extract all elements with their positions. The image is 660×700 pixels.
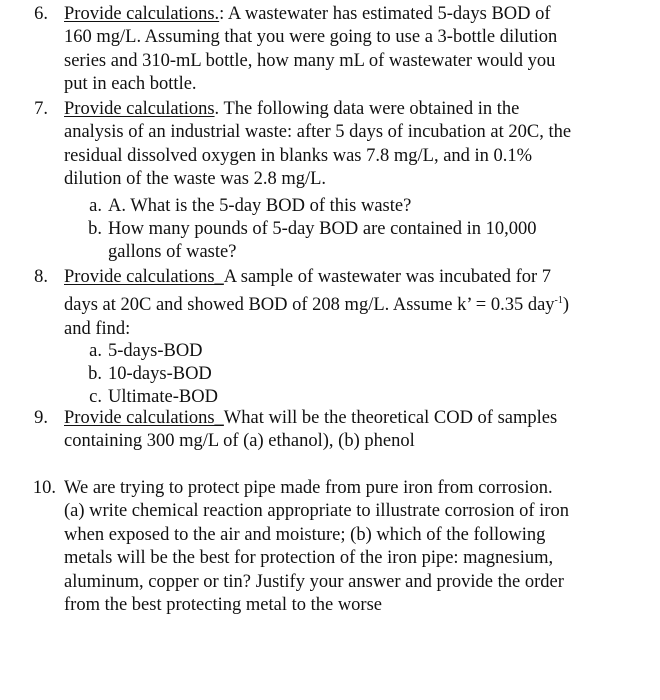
superscript: -1 xyxy=(554,295,563,307)
question-7-part-a: a. A. What is the 5-day BOD of this waste? xyxy=(89,196,412,216)
question-text: Provide calculations_A sample of wastewater was incubated for 7 days at 20C and showed BOD of 208 mg/L. Assume k’ = 0.35 day$^{-1}$) and find: xyxy=(64,267,570,339)
question-number: 10. xyxy=(32,478,56,498)
question-text: Provide calculations.: A wastewater has estimated 5-days BOD of 160 mg/L. Assuming that you were going to use a 3-bottle dilution series and 310-mL bottle, how many mL of wastewater would you put in each bottle. xyxy=(64,4,558,95)
question-heading: Provide calculations_ xyxy=(64,408,224,428)
question-number: 6. xyxy=(34,4,48,24)
question-8 xyxy=(0,266,640,341)
question-number: 7. xyxy=(34,99,48,119)
question-text: Provide calculations. The following data were obtained in the analysis of an industrial waste: after 5 days of incubation at 20C, the residual dissolved oxygen in blanks was 7.8 mg/L, and in 0.1% dilution of the waste was 2.8 mg/L. xyxy=(64,99,572,190)
question-10 xyxy=(0,477,640,617)
question-8-part-a: a. 5-days-BOD xyxy=(89,341,203,361)
question-8-part-b: b. 10-days-BOD xyxy=(88,364,212,384)
question-8-part-c: c. Ultimate-BOD xyxy=(89,387,218,407)
question-9 xyxy=(0,407,640,454)
question-heading: Provide calculations xyxy=(64,99,215,119)
question-6 xyxy=(0,3,640,97)
question-7 xyxy=(0,98,640,192)
question-number: 8. xyxy=(34,267,48,287)
question-7-part-b: b. How many pounds of 5-day BOD are contained in 10,000 gallons of waste? xyxy=(88,219,537,263)
question-text: We are trying to protect pipe made from pure iron from corrosion. (a) write chemical reaction appropriate to illustrate corrosion of iron when exposed to the air and moisture; (b) which of the following metals will be the best for protection of the iron pipe: magnesium, aluminum, copper or tin? Justify your answer and provide the order from the best protecting metal to the worse xyxy=(64,478,569,616)
question-number: 9. xyxy=(34,408,48,428)
question-text: Provide calculations_What will be the theoretical COD of samples containing 300 mg/L of (a) ethanol), (b) phenol xyxy=(64,408,558,452)
question-heading: Provide calculations_ xyxy=(64,267,224,287)
question-heading: Provide calculations. xyxy=(64,4,220,24)
